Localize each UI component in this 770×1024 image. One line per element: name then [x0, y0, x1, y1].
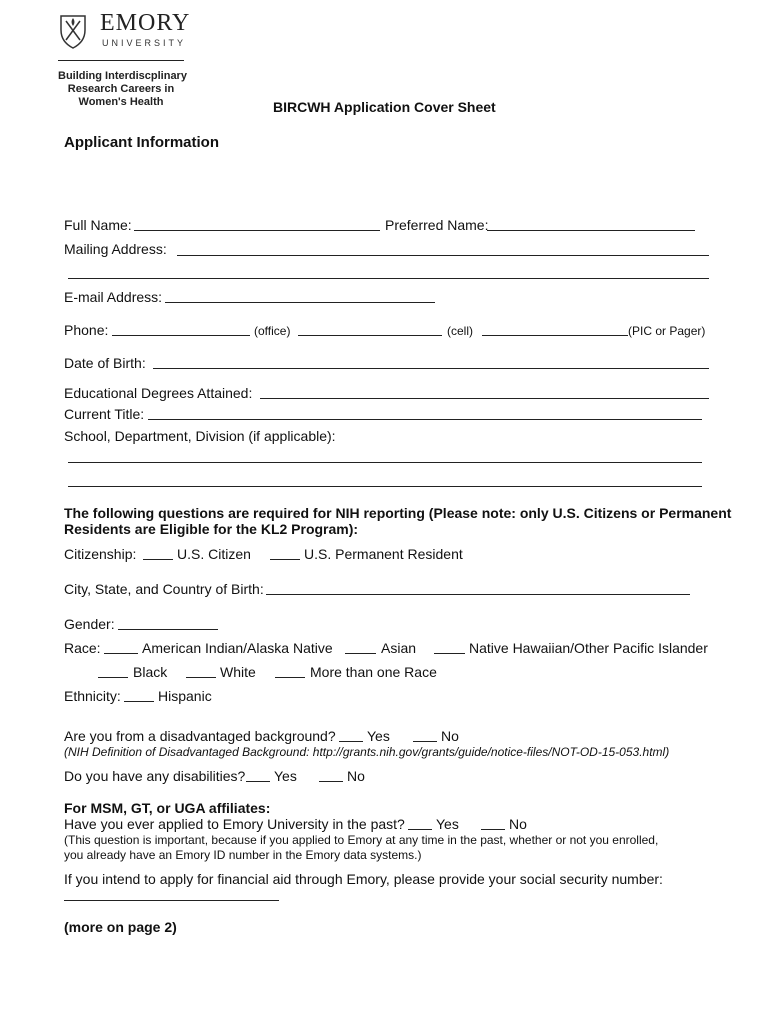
logo-wordmark: EMORY	[100, 10, 191, 36]
hispanic-label: Hispanic	[158, 688, 212, 704]
applied-no-checkbox[interactable]	[481, 829, 505, 830]
affiliates-heading: For MSM, GT, or UGA affiliates:	[64, 800, 271, 816]
race-more-label: More than one Race	[310, 664, 437, 680]
gender-label: Gender:	[64, 616, 115, 632]
nih-heading-2: Residents are Eligible for the KL2 Program):	[64, 521, 359, 537]
permanent-resident-label: U.S. Permanent Resident	[304, 546, 463, 562]
permanent-resident-checkbox[interactable]	[270, 559, 300, 560]
disadvantaged-no-label: No	[441, 728, 459, 744]
email-field[interactable]	[165, 302, 435, 303]
section-heading: Applicant Information	[64, 134, 219, 151]
current-title-label: Current Title:	[64, 406, 145, 422]
phone-label: Phone:	[64, 322, 109, 338]
race-hawaiian-label: Native Hawaiian/Other Pacific Islander	[469, 640, 708, 656]
race-american-indian-label: American Indian/Alaska Native	[142, 640, 333, 656]
cell-label: (cell)	[447, 324, 473, 338]
disadvantaged-no-checkbox[interactable]	[413, 741, 437, 742]
applied-yes-label: Yes	[436, 816, 459, 832]
ethnicity-label: Ethnicity:	[64, 688, 121, 704]
us-citizen-label: U.S. Citizen	[177, 546, 251, 562]
ssn-field[interactable]	[64, 900, 279, 901]
degrees-label: Educational Degrees Attained:	[64, 385, 253, 401]
dob-field[interactable]	[153, 368, 709, 369]
full-name-field[interactable]	[134, 230, 380, 231]
more-on-page-2: (more on page 2)	[64, 919, 177, 935]
nih-heading-1: The following questions are required for NIH reporting (Please note: only U.S. Citizens or Permanent	[64, 505, 732, 521]
phone-pager-field[interactable]	[482, 335, 628, 336]
phone-office-field[interactable]	[112, 335, 250, 336]
disabilities-yes-label: Yes	[274, 768, 297, 784]
school-label: School, Department, Division (if applicable):	[64, 428, 336, 444]
race-asian-checkbox[interactable]	[345, 653, 376, 654]
disadvantaged-note: (NIH Definition of Disadvantaged Background: http://grants.nih.gov/grants/guide/notice-files/NOT-OD-15-053.html)	[64, 745, 670, 759]
page-title: BIRCWH Application Cover Sheet	[273, 99, 496, 115]
race-white-checkbox[interactable]	[186, 677, 216, 678]
pic-label: (PIC or Pager)	[628, 324, 706, 338]
birthplace-field[interactable]	[266, 594, 690, 595]
race-white-label: White	[220, 664, 256, 680]
applied-question: Have you ever applied to Emory University in the past?	[64, 816, 405, 832]
preferred-name-label: Preferred Name:	[385, 217, 489, 233]
us-citizen-checkbox[interactable]	[143, 559, 173, 560]
logo-tagline-2: Research Careers in	[67, 83, 175, 95]
applied-note-1: (This question is important, because if you applied to Emory at any time in the past, whether or not you enrolled,	[64, 833, 659, 847]
ssn-question: If you intend to apply for financial aid through Emory, please provide your social security number:	[64, 871, 663, 887]
disabilities-no-checkbox[interactable]	[319, 781, 343, 782]
dob-label: Date of Birth:	[64, 355, 146, 371]
disabilities-question: Do you have any disabilities?	[64, 768, 246, 784]
logo-subtitle: UNIVERSITY	[102, 38, 187, 48]
mailing-address-field[interactable]	[177, 255, 709, 256]
phone-cell-field[interactable]	[298, 335, 442, 336]
birthplace-label: City, State, and Country of Birth:	[64, 581, 264, 597]
race-more-checkbox[interactable]	[275, 677, 305, 678]
disadvantaged-yes-checkbox[interactable]	[339, 741, 363, 742]
school-field-1[interactable]	[68, 462, 702, 463]
race-asian-label: Asian	[381, 640, 417, 656]
applied-yes-checkbox[interactable]	[408, 829, 432, 830]
preferred-name-field[interactable]	[487, 230, 695, 231]
shield-torch-icon	[58, 12, 88, 50]
race-label: Race:	[64, 640, 101, 656]
school-field-2[interactable]	[68, 486, 702, 487]
race-black-checkbox[interactable]	[98, 677, 128, 678]
applied-note-2: you already have an Emory ID number in the Emory data systems.)	[64, 848, 422, 862]
logo-tagline-1: Building Interdiscplinary	[58, 70, 187, 82]
disadvantaged-yes-label: Yes	[367, 728, 390, 744]
office-label: (office)	[254, 324, 291, 338]
current-title-field[interactable]	[148, 419, 702, 420]
logo-divider	[58, 60, 184, 61]
hispanic-checkbox[interactable]	[124, 701, 154, 702]
mailing-address-label: Mailing Address:	[64, 241, 167, 257]
disadvantaged-question: Are you from a disadvantaged background?	[64, 728, 336, 744]
citizenship-label: Citizenship:	[64, 546, 137, 562]
race-black-label: Black	[133, 664, 168, 680]
race-hawaiian-checkbox[interactable]	[434, 653, 465, 654]
race-american-indian-checkbox[interactable]	[104, 653, 138, 654]
disabilities-no-label: No	[347, 768, 365, 784]
disabilities-yes-checkbox[interactable]	[246, 781, 270, 782]
email-label: E-mail Address:	[64, 289, 163, 305]
applied-no-label: No	[509, 816, 527, 832]
degrees-field[interactable]	[260, 398, 709, 399]
full-name-label: Full Name:	[64, 217, 132, 233]
logo-tagline-3: Women's Health	[78, 96, 164, 108]
mailing-address-field-2[interactable]	[68, 278, 709, 279]
gender-field[interactable]	[118, 629, 218, 630]
